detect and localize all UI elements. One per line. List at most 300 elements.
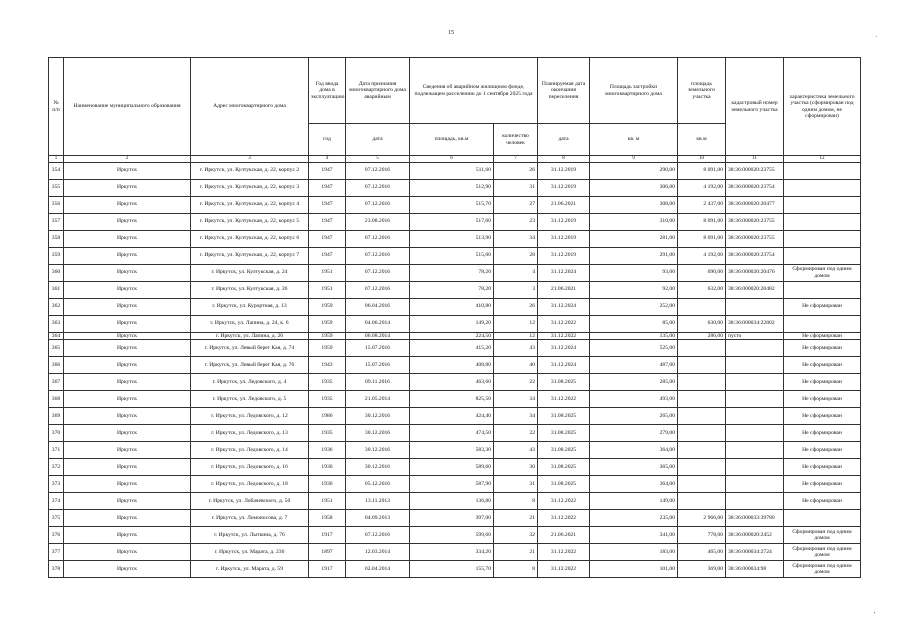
row-planned-date: 21.06.2021 xyxy=(538,196,590,213)
table-row xyxy=(49,196,861,213)
table-row xyxy=(49,424,861,441)
header-year-built: Год ввода дома в эксплуатацию xyxy=(309,58,346,124)
row-people: 28 xyxy=(494,247,538,264)
row-land-area: 4 192,00 xyxy=(678,247,726,264)
row-building-area: 183,00 xyxy=(590,543,678,560)
row-cadastral: 38:36:000020:23754 xyxy=(726,247,784,264)
row-cadastral xyxy=(726,441,784,458)
row-people: 23 xyxy=(494,213,538,230)
row-characteristic: Не сформирован xyxy=(784,356,861,373)
row-people: 22 xyxy=(494,424,538,441)
row-year-built: 1936 xyxy=(309,458,346,475)
table-row xyxy=(49,339,861,356)
row-cadastral xyxy=(726,339,784,356)
col-number: 7 xyxy=(494,156,538,163)
subheader-area: площадь, кв.м xyxy=(410,124,494,156)
row-number: 355 xyxy=(49,179,64,196)
row-planned-date: 31.08.2025 xyxy=(538,475,590,492)
row-number: 363 xyxy=(49,315,64,332)
row-area: 589,60 xyxy=(410,458,494,475)
table-row xyxy=(49,298,861,315)
row-characteristic: Сформирован под одним домом xyxy=(784,543,861,560)
row-building-area: 341,00 xyxy=(590,526,678,543)
row-cadastral: 38:36:000033:39780 xyxy=(726,509,784,526)
header-emergency-date: Дата признания многоквартирного дома аварийным xyxy=(346,58,410,124)
row-municipality: Иркутск xyxy=(64,162,191,179)
table-body xyxy=(49,162,861,577)
row-area: 155,70 xyxy=(410,560,494,577)
row-area: 825,50 xyxy=(410,390,494,407)
row-characteristic: Не сформирован xyxy=(784,492,861,509)
corner-mark-bottom: ' xyxy=(873,612,875,618)
row-area: 512,90 xyxy=(410,179,494,196)
row-address: г. Иркутск, ул. Ледовского, д. 13 xyxy=(191,424,309,441)
row-characteristic: Не сформирован xyxy=(784,373,861,390)
table-row xyxy=(49,373,861,390)
row-address: г. Иркутск, ул. Ледовского, д. 14 xyxy=(191,441,309,458)
row-address: г. Иркутск, ул. Марата, д. 236 xyxy=(191,543,309,560)
row-planned-date: 21.06.2021 xyxy=(538,281,590,298)
row-number: 364 xyxy=(49,332,64,339)
row-planned-date: 31.08.2025 xyxy=(538,441,590,458)
row-planned-date: 31.12.2019 xyxy=(538,213,590,230)
row-municipality: Иркутск xyxy=(64,492,191,509)
row-planned-date: 31.12.2022 xyxy=(538,560,590,577)
row-number: 354 xyxy=(49,162,64,179)
col-number: 8 xyxy=(538,156,590,163)
row-number: 373 xyxy=(49,475,64,492)
table-row xyxy=(49,543,861,560)
row-address: г. Иркутск, ул. Курортная, д. 13 xyxy=(191,298,309,315)
header-planned-date: Планируемая дата окончания переселения xyxy=(538,58,590,124)
row-characteristic: Не сформирован xyxy=(784,475,861,492)
row-address: г. Иркутск, ул. Ледовского, д. 16 xyxy=(191,458,309,475)
row-characteristic: Не сформирован xyxy=(784,441,861,458)
row-people: 22 xyxy=(494,373,538,390)
col-number: 5 xyxy=(346,156,410,163)
row-building-area: 85,00 xyxy=(590,315,678,332)
row-year-built: 1959 xyxy=(309,339,346,356)
row-characteristic xyxy=(784,247,861,264)
row-address: г. Иркутск, ул. Лыткина, д. 76 xyxy=(191,526,309,543)
table-row xyxy=(49,458,861,475)
table-row xyxy=(49,315,861,332)
row-land-area xyxy=(678,475,726,492)
row-planned-date: 31.12.2022 xyxy=(538,492,590,509)
row-emergency-date: 15.07.2016 xyxy=(346,339,410,356)
row-year-built: 1951 xyxy=(309,264,346,281)
row-number: 369 xyxy=(49,407,64,424)
row-land-area: 465,00 xyxy=(678,543,726,560)
row-planned-date: 31.08.2025 xyxy=(538,373,590,390)
header-building-area: Площадь застройки многоквартирного дома xyxy=(590,58,678,124)
row-area: 397,00 xyxy=(410,509,494,526)
row-people: 31 xyxy=(494,475,538,492)
row-land-area: 8 091,00 xyxy=(678,162,726,179)
row-number: 372 xyxy=(49,458,64,475)
row-number: 371 xyxy=(49,441,64,458)
row-year-built: 1951 xyxy=(309,492,346,509)
subheader-date2: дата xyxy=(538,124,590,156)
row-area: 224,50 xyxy=(410,332,494,339)
row-people: 34 xyxy=(494,230,538,247)
row-municipality: Иркутск xyxy=(64,424,191,441)
col-number: 6 xyxy=(410,156,494,163)
row-municipality: Иркутск xyxy=(64,373,191,390)
table-row xyxy=(49,281,861,298)
row-land-area: 2 437,00 xyxy=(678,196,726,213)
col-number: 1 xyxy=(49,156,64,163)
row-area: 474,50 xyxy=(410,424,494,441)
row-municipality: Иркутск xyxy=(64,213,191,230)
row-cadastral: 38:36:000020:23755 xyxy=(726,230,784,247)
row-emergency-date: 07.12.2016 xyxy=(346,281,410,298)
row-emergency-date: 07.12.2016 xyxy=(346,526,410,543)
row-area: 78,20 xyxy=(410,281,494,298)
row-cadastral xyxy=(726,424,784,441)
row-planned-date: 31.12.2022 xyxy=(538,509,590,526)
row-area: 463,60 xyxy=(410,373,494,390)
row-emergency-date: 30.12.2016 xyxy=(346,458,410,475)
row-cadastral xyxy=(726,475,784,492)
row-area: 583,30 xyxy=(410,441,494,458)
row-municipality: Иркутск xyxy=(64,298,191,315)
row-area: 415,20 xyxy=(410,339,494,356)
row-address: г. Иркутск, ул. Култукская, д. 22, корпус 7 xyxy=(191,247,309,264)
row-building-area: 525,00 xyxy=(590,339,678,356)
row-building-area: 306,00 xyxy=(590,179,678,196)
row-year-built: 1947 xyxy=(309,247,346,264)
row-people: 31 xyxy=(494,179,538,196)
row-land-area: 4 192,00 xyxy=(678,179,726,196)
subheader-people: количество человек xyxy=(494,124,538,156)
row-number: 374 xyxy=(49,492,64,509)
row-number: 362 xyxy=(49,298,64,315)
row-planned-date: 31.12.2024 xyxy=(538,356,590,373)
table-row xyxy=(49,560,861,577)
row-area: 410,80 xyxy=(410,298,494,315)
row-building-area: 93,00 xyxy=(590,264,678,281)
row-number: 357 xyxy=(49,213,64,230)
page-number: 15 xyxy=(448,30,454,36)
row-emergency-date: 04.09.2013 xyxy=(346,509,410,526)
row-cadastral: 38:36:000034:22802 xyxy=(726,315,784,332)
row-emergency-date: 23.08.2016 xyxy=(346,213,410,230)
row-building-area: 252,00 xyxy=(590,298,678,315)
row-building-area: 290,00 xyxy=(590,162,678,179)
row-municipality: Иркутск xyxy=(64,543,191,560)
row-address: г. Иркутск, ул. Култукская, д. 22, корпус 3 xyxy=(191,179,309,196)
row-municipality: Иркутск xyxy=(64,475,191,492)
row-land-area xyxy=(678,298,726,315)
row-area: 587,90 xyxy=(410,475,494,492)
row-emergency-date: 30.12.2016 xyxy=(346,424,410,441)
row-emergency-date: 12.03.2014 xyxy=(346,543,410,560)
row-characteristic: Сформирован под одним домом xyxy=(784,526,861,543)
subheader-date: дата xyxy=(346,124,410,156)
row-number: 361 xyxy=(49,281,64,298)
row-cadastral xyxy=(726,492,784,509)
row-land-area: 8 091,00 xyxy=(678,230,726,247)
row-cadastral xyxy=(726,373,784,390)
row-emergency-date: 06.04.2016 xyxy=(346,298,410,315)
header-land-area: площадь земельного участка xyxy=(678,58,726,124)
row-year-built: 1917 xyxy=(309,560,346,577)
row-planned-date: 31.12.2024 xyxy=(538,264,590,281)
row-year-built: 1947 xyxy=(309,162,346,179)
row-year-built: 1959 xyxy=(309,298,346,315)
row-number: 358 xyxy=(49,230,64,247)
row-land-area xyxy=(678,492,726,509)
table-row xyxy=(49,356,861,373)
row-people: 21 xyxy=(494,543,538,560)
row-building-area: 281,00 xyxy=(590,230,678,247)
row-characteristic: Сформирован под одним домом xyxy=(784,560,861,577)
row-cadastral: 38:36:000020:23754 xyxy=(726,179,784,196)
row-emergency-date: 07.12.2016 xyxy=(346,196,410,213)
table-row xyxy=(49,332,861,339)
row-municipality: Иркутск xyxy=(64,247,191,264)
row-people: 34 xyxy=(494,390,538,407)
row-building-area: 92,00 xyxy=(590,281,678,298)
row-cadastral xyxy=(726,407,784,424)
row-area: 515,70 xyxy=(410,196,494,213)
row-address: г. Иркутск, ул. Култукская, д. 22, корпус 6 xyxy=(191,230,309,247)
row-area: 136,80 xyxy=(410,492,494,509)
row-characteristic: Не сформирован xyxy=(784,424,861,441)
row-emergency-date: 13.11.2013 xyxy=(346,492,410,509)
row-characteristic xyxy=(784,230,861,247)
row-planned-date: 31.12.2019 xyxy=(538,179,590,196)
row-people: 3 xyxy=(494,281,538,298)
row-municipality: Иркутск xyxy=(64,441,191,458)
row-building-area: 149,00 xyxy=(590,492,678,509)
row-area: 334,20 xyxy=(410,543,494,560)
row-year-built: 1947 xyxy=(309,179,346,196)
row-land-area xyxy=(678,390,726,407)
row-planned-date: 31.12.2024 xyxy=(538,339,590,356)
table-row xyxy=(49,492,861,509)
row-year-built: 1935 xyxy=(309,390,346,407)
row-cadastral xyxy=(726,458,784,475)
row-number: 360 xyxy=(49,264,64,281)
row-address: г. Иркутск, ул. Ломоносова, д. 7 xyxy=(191,509,309,526)
row-land-area xyxy=(678,424,726,441)
row-address: г. Иркутск, ул. Ледовского, д. 18 xyxy=(191,475,309,492)
row-municipality: Иркутск xyxy=(64,281,191,298)
row-address: г. Иркутск, ул. Култукская, д. 22, корпус 4 xyxy=(191,196,309,213)
row-municipality: Иркутск xyxy=(64,179,191,196)
row-area: 424,40 xyxy=(410,407,494,424)
row-address: г. Иркутск, ул. Култукская, д. 22, корпус 5 xyxy=(191,213,309,230)
emergency-housing-table xyxy=(48,57,861,578)
row-year-built: 1951 xyxy=(309,281,346,298)
row-cadastral: 38:36:000020:2452 xyxy=(726,526,784,543)
row-people: 32 xyxy=(494,526,538,543)
row-cadastral: 38:36:000020:23755 xyxy=(726,162,784,179)
row-people: 4 xyxy=(494,264,538,281)
row-area: 515,00 xyxy=(410,247,494,264)
row-municipality: Иркутск xyxy=(64,390,191,407)
row-land-area xyxy=(678,356,726,373)
row-building-area: 285,00 xyxy=(590,373,678,390)
row-land-area: 778,00 xyxy=(678,526,726,543)
col-number: 2 xyxy=(64,156,191,163)
row-planned-date: 31.12.2019 xyxy=(538,247,590,264)
row-building-area: 235,00 xyxy=(590,509,678,526)
row-planned-date: 31.12.2022 xyxy=(538,390,590,407)
row-building-area: 135,00 xyxy=(590,332,678,339)
row-land-area xyxy=(678,407,726,424)
row-emergency-date: 15.07.2016 xyxy=(346,356,410,373)
row-address: г. Иркутск, ул. Ледовского, д. 4 xyxy=(191,373,309,390)
row-address: г. Иркутск, ул. Лапина, д. 24, к. 6 xyxy=(191,315,309,332)
row-year-built: 1936 xyxy=(309,475,346,492)
row-area: 511,60 xyxy=(410,162,494,179)
row-address: г. Иркутск, ул. Култукская, д. 26 xyxy=(191,281,309,298)
row-cadastral xyxy=(726,390,784,407)
row-people: 8 xyxy=(494,492,538,509)
row-characteristic xyxy=(784,509,861,526)
row-land-area: 286,00 xyxy=(678,332,726,339)
row-area: 149,20 xyxy=(410,315,494,332)
row-year-built: 1935 xyxy=(309,424,346,441)
row-building-area: 487,00 xyxy=(590,356,678,373)
row-people: 12 xyxy=(494,332,538,339)
row-cadastral xyxy=(726,298,784,315)
row-people: 43 xyxy=(494,441,538,458)
row-land-area xyxy=(678,373,726,390)
row-people: 26 xyxy=(494,162,538,179)
col-number: 9 xyxy=(590,156,678,163)
row-municipality: Иркутск xyxy=(64,356,191,373)
table-row xyxy=(49,179,861,196)
row-people: 43 xyxy=(494,339,538,356)
row-address: г. Иркутск, ул. Лапина, д. 26 xyxy=(191,332,309,339)
row-cadastral: 38:36:000020:23755 xyxy=(726,213,784,230)
row-building-area: 265,00 xyxy=(590,407,678,424)
row-emergency-date: 06.08.2014 xyxy=(346,332,410,339)
row-land-area xyxy=(678,441,726,458)
row-characteristic: Сформирован под одним домом xyxy=(784,264,861,281)
header-cadastral: кадастровый номер земельного участка xyxy=(726,58,784,156)
row-municipality: Иркутск xyxy=(64,264,191,281)
row-municipality: Иркутск xyxy=(64,230,191,247)
row-emergency-date: 07.12.2016 xyxy=(346,247,410,264)
row-building-area: 101,00 xyxy=(590,560,678,577)
row-address: г. Иркутск, ул. Ледовского, д. 12 xyxy=(191,407,309,424)
col-number: 3 xyxy=(191,156,309,163)
table-row xyxy=(49,390,861,407)
row-land-area: 369,00 xyxy=(678,560,726,577)
row-year-built: 1947 xyxy=(309,196,346,213)
row-municipality: Иркутск xyxy=(64,407,191,424)
row-year-built: 1959 xyxy=(309,332,346,339)
row-planned-date: 21.06.2021 xyxy=(538,526,590,543)
row-people: 27 xyxy=(494,196,538,213)
row-address: г. Иркутск, ул. Левый берег Кая, д. 76 xyxy=(191,356,309,373)
col-number: 12 xyxy=(784,156,861,163)
row-emergency-date: 07.12.2016 xyxy=(346,179,410,196)
row-people: 8 xyxy=(494,560,538,577)
row-area: 513,90 xyxy=(410,230,494,247)
row-area: 517,60 xyxy=(410,213,494,230)
row-planned-date: 31.12.2019 xyxy=(538,162,590,179)
col-number: 10 xyxy=(678,156,726,163)
row-land-area: 630,00 xyxy=(678,315,726,332)
row-year-built: 1947 xyxy=(309,213,346,230)
table-row xyxy=(49,475,861,492)
row-emergency-date: 02.04.2014 xyxy=(346,560,410,577)
row-characteristic xyxy=(784,281,861,298)
header-characteristic: характеристика земельного участка (сформирован под одним домом, не сформирован) xyxy=(784,58,861,156)
row-building-area: 279,00 xyxy=(590,424,678,441)
row-people: 34 xyxy=(494,407,538,424)
row-emergency-date: 30.12.2016 xyxy=(346,407,410,424)
row-year-built: 1947 xyxy=(309,230,346,247)
row-building-area: 365,00 xyxy=(590,458,678,475)
row-land-area: 632,00 xyxy=(678,281,726,298)
row-building-area: 493,00 xyxy=(590,390,678,407)
row-emergency-date: 09.11.2016 xyxy=(346,373,410,390)
row-municipality: Иркутск xyxy=(64,458,191,475)
row-planned-date: 31.08.2025 xyxy=(538,424,590,441)
row-cadastral xyxy=(726,356,784,373)
row-area: 408,80 xyxy=(410,356,494,373)
row-address: г. Иркутск, ул. Левый берег Кая, д. 74 xyxy=(191,339,309,356)
row-number: 377 xyxy=(49,543,64,560)
header-municipality: Наименование муниципального образования xyxy=(64,58,191,156)
col-number: 4 xyxy=(309,156,346,163)
row-address: г. Иркутск, ул. Лобачевского, д. 50 xyxy=(191,492,309,509)
row-address: г. Иркутск, ул. Ледовского, д. 5 xyxy=(191,390,309,407)
subheader-year: год xyxy=(309,124,346,156)
row-municipality: Иркутск xyxy=(64,526,191,543)
row-planned-date: 31.08.2025 xyxy=(538,407,590,424)
row-municipality: Иркутск xyxy=(64,339,191,356)
row-municipality: Иркутск xyxy=(64,509,191,526)
row-municipality: Иркутск xyxy=(64,196,191,213)
row-area: 78,20 xyxy=(410,264,494,281)
row-number: 378 xyxy=(49,560,64,577)
subheader-sqm2: кв.м xyxy=(678,124,726,156)
row-characteristic xyxy=(784,179,861,196)
table-row xyxy=(49,264,861,281)
row-characteristic: Не сформирован xyxy=(784,339,861,356)
row-planned-date: 31.12.2022 xyxy=(538,332,590,339)
row-number: 370 xyxy=(49,424,64,441)
header-address: Адрес многоквартирного дома xyxy=(191,58,309,156)
header-num: № п/п xyxy=(49,58,64,156)
row-planned-date: 31.12.2019 xyxy=(538,230,590,247)
row-characteristic: Не сформирован xyxy=(784,332,861,339)
row-number: 367 xyxy=(49,373,64,390)
row-cadastral: 38:36:000034:98 xyxy=(726,560,784,577)
row-building-area: 291,00 xyxy=(590,247,678,264)
row-number: 359 xyxy=(49,247,64,264)
row-year-built: 1959 xyxy=(309,315,346,332)
row-planned-date: 31.12.2022 xyxy=(538,543,590,560)
row-building-area: 310,00 xyxy=(590,213,678,230)
row-emergency-date: 07.12.2016 xyxy=(346,230,410,247)
row-year-built: 1897 xyxy=(309,543,346,560)
row-address: г. Иркутск, ул. Култукская, д. 22, корпус 2 xyxy=(191,162,309,179)
row-number: 356 xyxy=(49,196,64,213)
row-municipality: Иркутск xyxy=(64,560,191,577)
row-year-built: 1936 xyxy=(309,441,346,458)
table-row xyxy=(49,509,861,526)
subheader-sqm: кв. м xyxy=(590,124,678,156)
